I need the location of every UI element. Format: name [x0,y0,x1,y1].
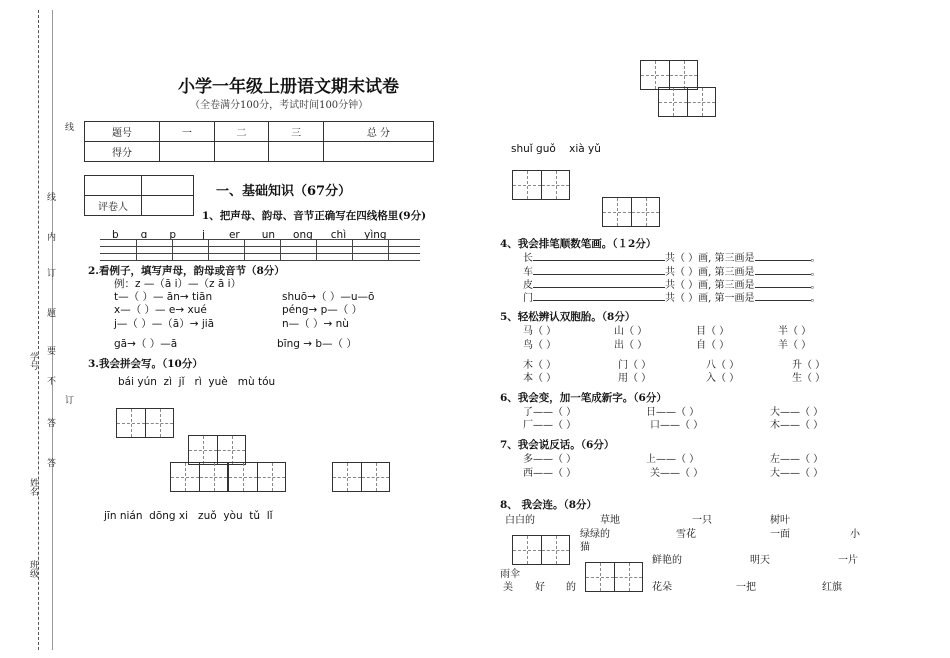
q4-end: 。 [810,253,821,264]
q5-item: 门（ ） [618,360,652,371]
q5-item: 自（ ） [696,340,730,351]
q5-item: 八（ ） [706,360,740,371]
writing-grid[interactable] [512,535,570,565]
answer-blank[interactable] [755,300,811,301]
score-cell[interactable] [160,142,215,162]
q5-item: 本（ ） [523,373,557,384]
score-row-label: 得分 [85,142,160,162]
q8-word[interactable]: 雨伞 [500,569,520,580]
q7-item: 西——（ ） [523,468,577,479]
q7-item: 多——（ ） [523,454,577,465]
q5-item: 目（ ） [696,326,730,337]
q8-word[interactable]: 明天 [750,555,770,566]
q7-item: 关——（ ） [650,468,704,479]
writing-grid[interactable] [602,197,660,227]
q8-word[interactable]: 一面 [770,529,790,540]
q8-word[interactable]: 鲜艳的 [652,555,682,566]
q2-example: 例：z —（ā i）—（z ā i） [114,278,242,290]
q2-line-1b: shuō→（ ）—u—ō [282,291,375,303]
q4-end: 。 [810,293,821,304]
side-label-xingming: 姓名 [28,478,38,496]
side-char-da: 答 [45,418,55,427]
question-8: 8、 我会连。（8分） [500,499,598,511]
q6-item: 厂——（ ） [523,420,577,431]
q2-line-2b: péng→ p—（ ） [282,304,363,316]
right-pinyin: shuǐ guǒ xià yǔ [511,143,601,155]
score-cell[interactable] [269,142,324,162]
binding-solid-line [52,10,53,650]
q6-item: 口——（ ） [650,420,704,431]
q8-word: 好 [535,582,545,593]
q4-end: 。 [810,280,821,291]
q4-char: 皮 [523,280,533,291]
grader-box [84,175,194,216]
q1-letter: p [169,229,177,241]
writing-grid[interactable] [188,435,246,465]
q4-prompt: 共（ ）画, 第三画是 [665,267,755,278]
q6-item: 了——（ ） [523,407,577,418]
score-table [84,121,434,162]
writing-grid[interactable] [640,60,698,90]
side-label-xuehao: 学号 [28,352,38,370]
score-cell[interactable] [214,142,269,162]
q5-item: 升（ ） [792,360,826,371]
q4-prompt: 共（ ）画, 第三画是 [665,280,755,291]
q4-end: 。 [810,267,821,278]
q8-word[interactable]: 猫 [580,542,590,553]
q7-item: 上——（ ） [646,454,700,465]
binding-dashed-line [38,10,39,650]
writing-grid[interactable] [228,462,286,492]
q5-item: 入（ ） [706,373,740,384]
side-char-xian: 线 [63,122,73,131]
writing-grid[interactable] [585,562,643,592]
q1-letter: un [261,229,276,241]
writing-grid[interactable] [332,462,390,492]
side-char-ding: 订 [45,268,55,277]
q7-item: 左——（ ） [770,454,824,465]
q1-letter: chì [330,229,347,241]
q3-pinyin-2: jīn nián dōng xi zuǒ yòu tǔ lǐ [104,510,273,522]
writing-grid[interactable] [116,408,174,438]
q2-line-3a: j—（ ）—（ā）→ jiā [114,318,215,330]
q8-word[interactable]: 一把 [736,582,756,593]
four-line-grid[interactable] [100,239,420,261]
q5-item: 木（ ） [523,360,557,371]
q5-item: 半（ ） [778,326,812,337]
q2-line-2a: x—（ ）— e→ xué [114,304,207,316]
q7-item: 大——（ ） [770,468,824,479]
q8-word[interactable]: 一只 [692,515,712,526]
q4-char: 车 [523,267,533,278]
q4-prompt: 共（ ）画, 第一画是 [665,293,755,304]
question-7: 7、我会说反话。（6分） [500,439,615,451]
question-5: 5、轻松辨认双胞胎。（8分） [500,311,636,323]
q1-letter: b [112,229,119,241]
q2-line-4b: bīng → b—（ ） [277,338,357,350]
score-header-total: 总 分 [323,122,433,142]
grader-cell[interactable] [142,176,194,196]
side-char-xian-2: 线 [45,192,55,201]
writing-grid[interactable] [512,170,570,200]
q4-row [523,289,821,304]
score-header-2: 二 [214,122,269,142]
q1-letter: er [228,229,240,241]
q6-item: 大——（ ） [770,407,824,418]
q5-item: 用（ ） [618,373,652,384]
question-3: 3.我会拼会写。（10分） [88,358,203,370]
side-char-da-2: 答 [45,458,55,467]
q2-line-4a: gā→（ ）—ā [114,338,178,350]
q1-letter: ong [293,229,313,241]
writing-grid[interactable] [658,87,716,117]
q8-word[interactable]: 雪花 [676,529,696,540]
q8-word: 美 [503,582,513,593]
answer-blank[interactable] [755,287,811,288]
q5-item: 羊（ ） [778,340,812,351]
q5-item: 鸟（ ） [523,340,557,351]
q2-line-3b: n—（ ）→ nù [282,318,349,330]
side-label-banji: 班级 [28,560,38,578]
question-6: 6、我会变，加一笔成新字。（6分） [500,392,667,404]
q8-word[interactable]: 草地 [600,515,620,526]
q3-pinyin-1: bái yún zì jǐ rì yuè mù tóu [118,376,276,388]
page-title: 小学一年级上册语文期末试卷 [178,77,399,97]
question-4: 4、我会排笔顺数笔画。（１2分） [500,238,657,250]
section-title: 一、基础知识（67分） [216,184,352,199]
grader-label: 评卷人 [85,196,142,216]
q4-row [523,249,821,264]
answer-blank[interactable] [755,260,811,261]
side-char-ti: 题 [45,308,55,317]
side-char-ding-2: 订 [63,395,73,404]
question-2: 2.看例子，填写声母，韵母或音节（8分） [88,265,285,277]
q5-item: 山（ ） [614,326,648,337]
q4-char: 门 [523,293,533,304]
page-subtitle: （全卷满分100分，考试时间100分钟） [190,100,369,111]
answer-blank[interactable] [755,274,811,275]
side-char-yao: 要 [45,346,55,355]
q6-item: 木——（ ） [770,420,824,431]
q8-word[interactable]: 白白的 [505,515,535,526]
q5-item: 生（ ） [792,373,826,384]
score-header-1: 一 [160,122,215,142]
question-1: 1、把声母、韵母、音节正确写在四线格里(9分) [202,210,427,222]
score-cell[interactable] [323,142,433,162]
q8-word[interactable]: 花朵 [652,582,672,593]
q6-item: 日——（ ） [646,407,700,418]
q8-word: 的 [566,582,576,593]
grader-cell[interactable] [142,196,194,216]
q5-item: 马（ ） [523,326,557,337]
q5-item: 出（ ） [614,340,648,351]
q1-letter: j [202,229,205,241]
side-char-bu: 不 [45,376,55,385]
q4-char: 长 [523,253,533,264]
q8-word[interactable]: 小 [850,529,860,540]
q1-letter: ɑ [140,229,148,241]
q1-letter: yìng [364,229,387,241]
q8-word[interactable]: 一片 [838,555,858,566]
q8-word[interactable]: 红旗 [822,582,842,593]
q2-line-1a: t—（ ）— ān→ tiān [114,291,213,303]
q4-prompt: 共（ ）画, 第三画是 [665,253,755,264]
side-char-nei: 内 [45,232,55,241]
score-header-3: 三 [269,122,324,142]
grader-cell[interactable] [85,176,142,196]
q8-word[interactable]: 树叶 [770,515,790,526]
writing-grid[interactable] [170,462,228,492]
q8-word[interactable]: 绿绿的 [580,529,610,540]
score-header-tihao: 题号 [85,122,160,142]
